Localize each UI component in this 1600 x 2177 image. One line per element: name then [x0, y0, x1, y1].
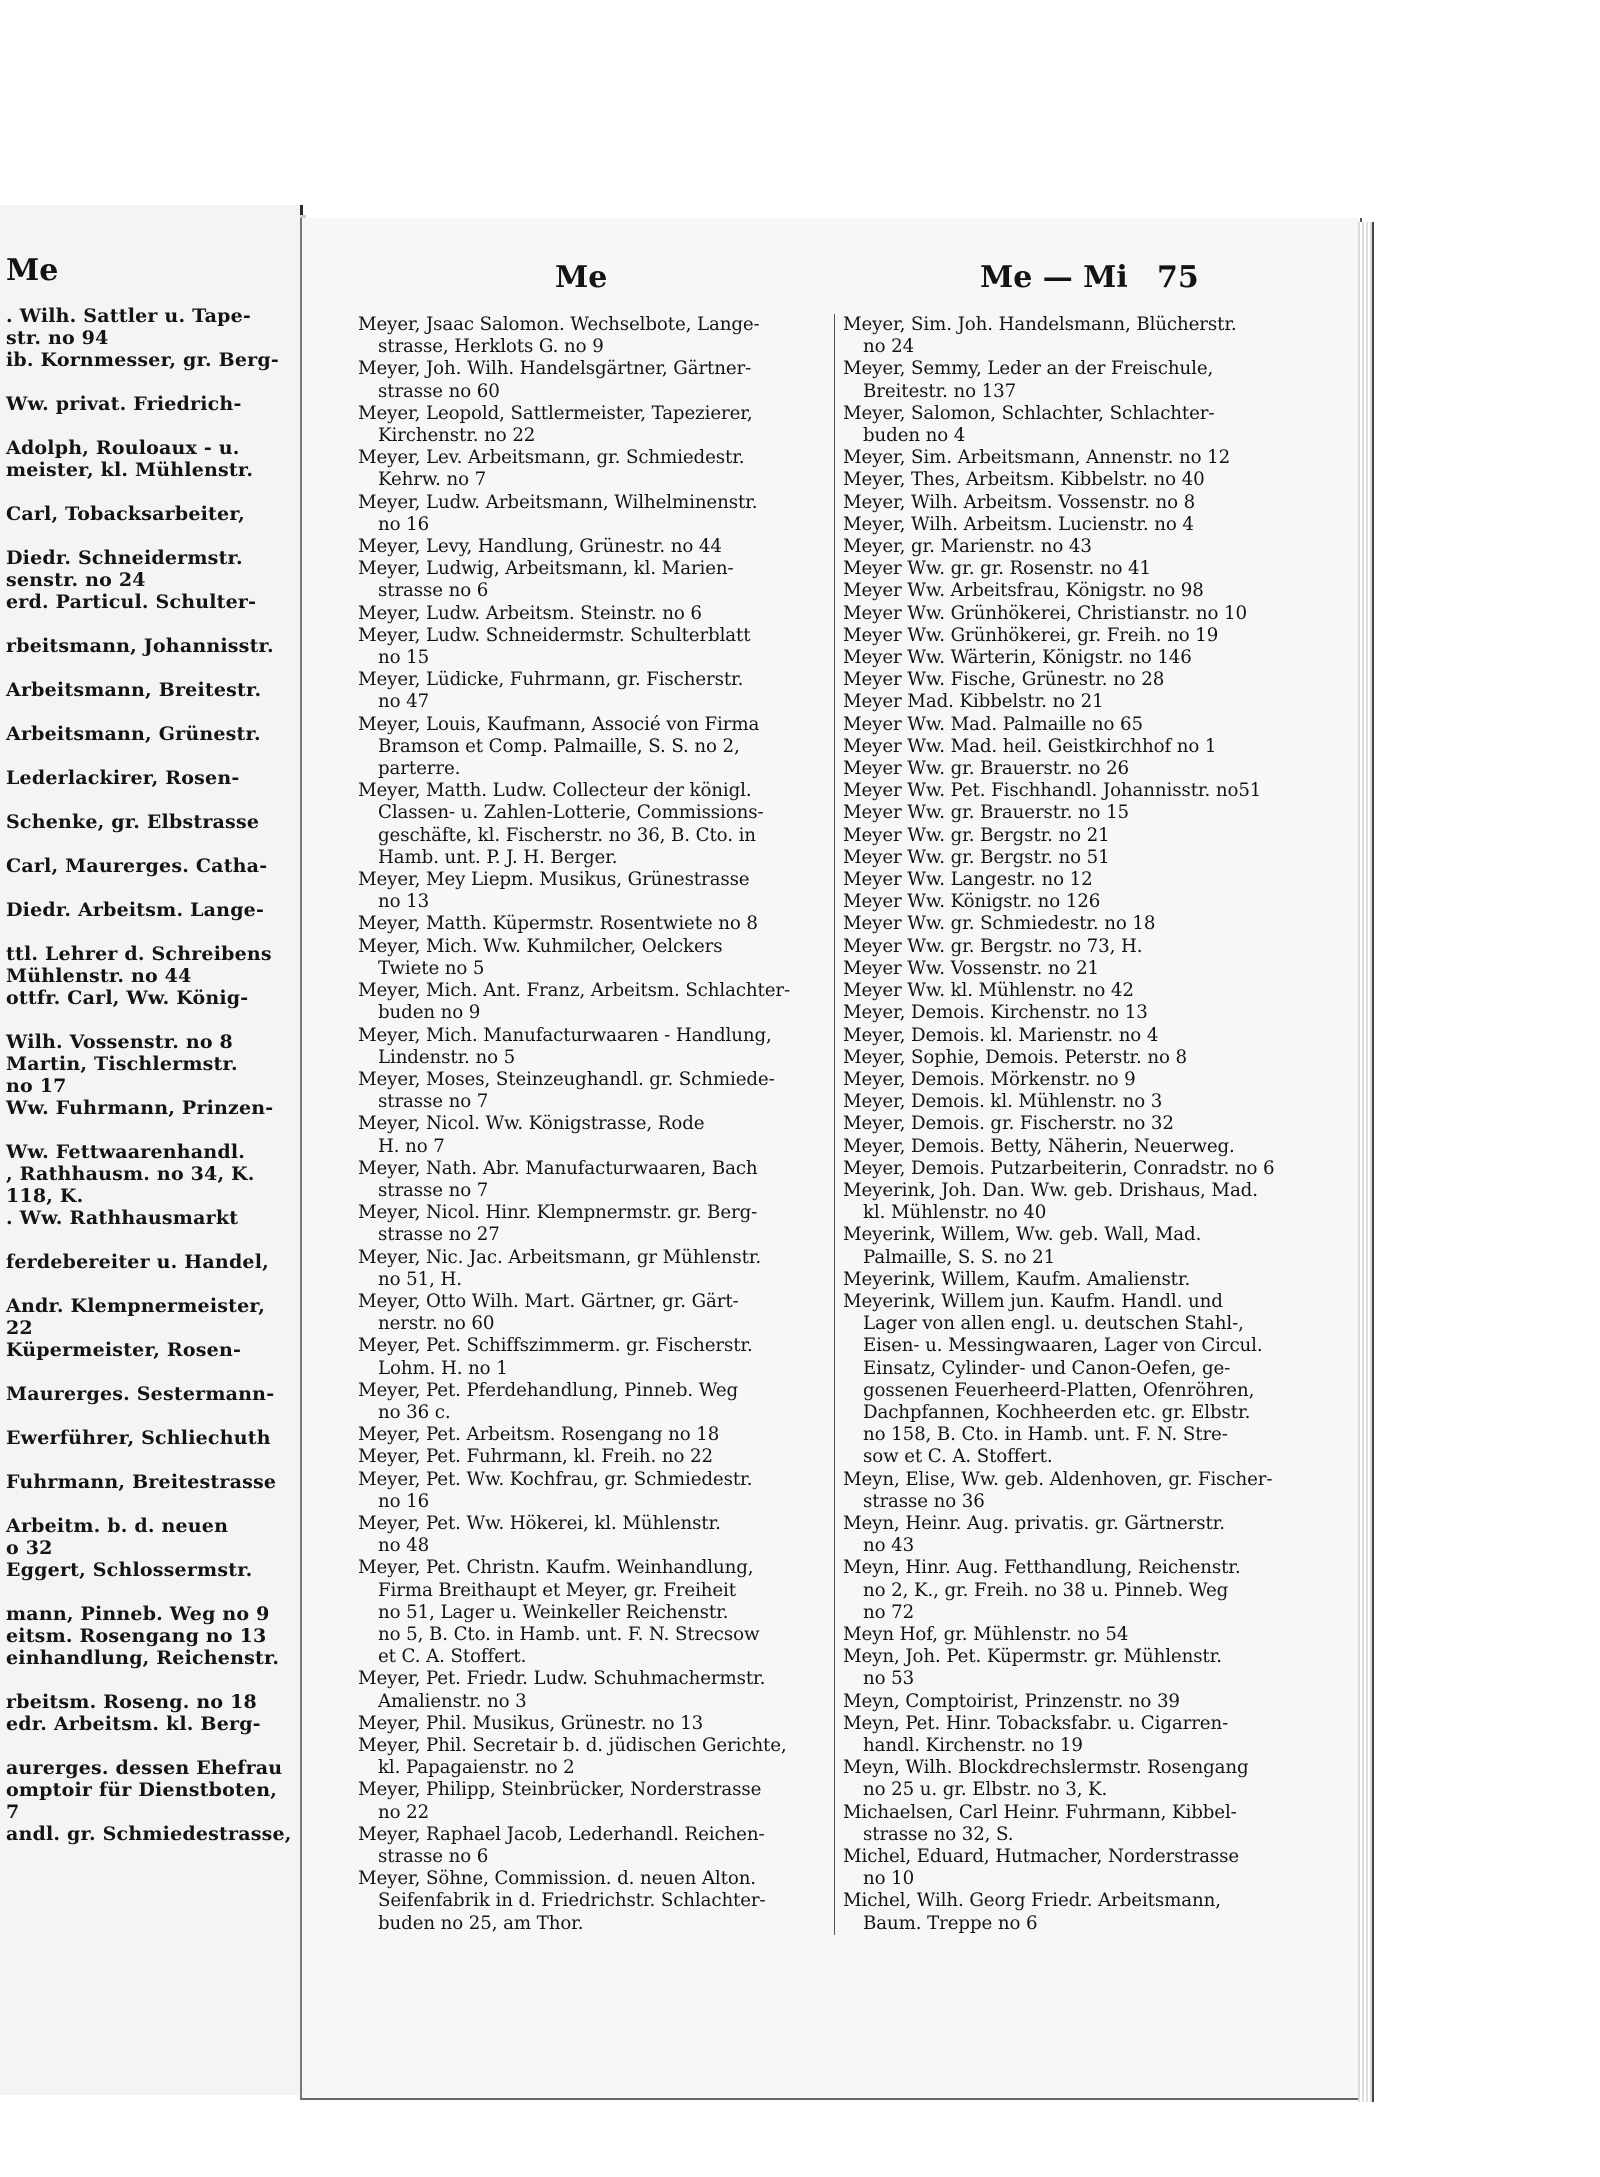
directory-entry: Meyn, Wilh. Blockdrechslermstr. Rosengang — [843, 1757, 1249, 1779]
directory-entry: Meyn, Pet. Hinr. Tobacksfabr. u. Cigarren- — [843, 1712, 1229, 1734]
entry-continuation: strasse, Herklots G. no 9 — [378, 336, 604, 358]
directory-entry: Meyer Ww. Mad. heil. Geistkirchhof no 1 — [843, 735, 1217, 757]
left-page-line — [6, 525, 296, 547]
left-page-line: . Ww. Rathhausmarkt — [6, 1207, 239, 1229]
directory-entry: Meyer, Phil. Secretair b. d. jüdischen Gerichte, — [358, 1735, 787, 1756]
directory-entry: Meyerink, Willem, Ww. geb. Wall, Mad. — [843, 1224, 1202, 1246]
directory-entry: Meyer, Jsaac Salomon. Wechselbote, Lange- — [358, 314, 760, 335]
entry-continuation: Classen- u. Zahlen-Lotterie, Commissions- — [378, 802, 764, 824]
left-page-line: Arbeitsmann, Grünestr. — [6, 723, 261, 745]
directory-entry: Meyer, Demois. Putzarbeiterin, Conradstr. no 6 — [843, 1157, 1275, 1179]
directory-entry: Meyer Ww. gr. Brauerstr. no 26 — [843, 758, 1130, 780]
directory-column-left — [358, 314, 810, 1935]
directory-entry: Meyer Ww. Grünhökerei, Christianstr. no 10 — [843, 602, 1247, 624]
left-page — [0, 205, 303, 2095]
directory-entry: Meyer Ww. Langestr. no 12 — [843, 869, 1093, 891]
entry-continuation: Twiete no 5 — [378, 957, 485, 979]
left-page-line: ottfr. Carl, Ww. König- — [6, 987, 249, 1009]
entry-continuation: Bramson et Comp. Palmaille, S. S. no 2, — [378, 735, 740, 757]
left-page-line — [6, 1273, 296, 1295]
left-page-line: Maurerges. Sestermann- — [6, 1383, 275, 1405]
left-page-line: no 17 — [6, 1075, 67, 1097]
entry-continuation: Breitestr. no 137 — [863, 380, 1017, 402]
entry-continuation: Firma Breithaupt et Meyer, gr. Freiheit — [378, 1579, 736, 1601]
entry-continuation: Palmaille, S. S. no 21 — [863, 1246, 1056, 1268]
entry-continuation: Eisen- u. Messingwaaren, Lager von Circul. — [863, 1335, 1263, 1357]
left-page-line: senstr. no 24 — [6, 569, 146, 591]
directory-column-right — [834, 314, 1313, 1935]
entry-continuation: buden no 9 — [378, 1002, 481, 1024]
directory-entry: Meyer, Nath. Abr. Manufacturwaaren, Bach — [358, 1157, 758, 1179]
entry-continuation: strasse no 32, S. — [863, 1823, 1014, 1845]
entry-continuation: Lindenstr. no 5 — [378, 1046, 516, 1068]
directory-entry: Meyer, Leopold, Sattlermeister, Tapezierer, — [358, 402, 753, 424]
left-page-line: Arbeitsmann, Breitestr. — [6, 679, 262, 701]
directory-entry: Meyer, Pet. Ww. Hökerei, kl. Mühlenstr. — [358, 1512, 721, 1534]
directory-entry: Meyer, Ludwig, Arbeitsmann, kl. Marien- — [358, 558, 734, 580]
directory-entry: Meyer, Mich. Manufacturwaaren - Handlung, — [358, 1024, 772, 1046]
left-page-line — [6, 745, 296, 767]
entry-continuation: no 15 — [378, 647, 430, 669]
directory-entry: Meyer, Matth. Küpermstr. Rosentwiete no 8 — [358, 913, 758, 935]
entry-continuation: no 5, B. Cto. in Hamb. unt. F. N. Strecsow — [378, 1623, 760, 1645]
left-page-line: Ww. privat. Friedrich- — [6, 393, 242, 415]
entry-continuation: no 25 u. gr. Elbstr. no 3, K. — [863, 1779, 1108, 1801]
left-page-line — [6, 877, 296, 899]
directory-entry: Meyer Ww. gr. Bergstr. no 73, H. — [843, 935, 1143, 957]
directory-entry: Meyer, Pet. Schiffszimmerm. gr. Fischerstr. — [358, 1335, 753, 1357]
left-page-line: Diedr. Schneidermstr. — [6, 547, 243, 569]
left-page-line — [6, 657, 296, 679]
left-page-line — [6, 1361, 296, 1383]
left-page-line — [6, 613, 296, 635]
directory-entry: Meyer, Sophie, Demois. Peterstr. no 8 — [843, 1046, 1188, 1068]
left-page-line — [6, 415, 296, 437]
directory-entry: Meyer, Mey Liepm. Musikus, Grünestrasse — [358, 869, 750, 891]
left-page-line: Wilh. Vossenstr. no 8 — [6, 1031, 233, 1053]
left-page-line: , Rathhausm. no 34, K. — [6, 1163, 255, 1185]
directory-entry: Meyer, Lev. Arbeitsmann, gr. Schmiedestr. — [358, 447, 745, 469]
left-page-line: o 32 — [6, 1537, 53, 1559]
entry-continuation: no 158, B. Cto. in Hamb. unt. F. N. Stre- — [863, 1424, 1228, 1446]
entry-continuation: kl. Papagaienstr. no 2 — [378, 1757, 575, 1779]
left-page-line: . Wilh. Sattler u. Tape- — [6, 305, 251, 327]
directory-entry: Meyer Ww. Mad. Palmaille no 65 — [843, 713, 1143, 735]
left-page-line: Ww. Fettwaarenhandl. — [6, 1141, 246, 1163]
directory-entry: Meyer, Phil. Musikus, Grünestr. no 13 — [358, 1712, 704, 1734]
directory-entry: Meyer, Pet. Arbeitsm. Rosengang no 18 — [358, 1424, 720, 1446]
left-page-line: ttl. Lehrer d. Schreibens — [6, 943, 272, 965]
left-page-line: mann, Pinneb. Weg no 9 — [6, 1603, 270, 1625]
entry-continuation: no 72 — [863, 1601, 915, 1623]
directory-entry: Meyer, Wilh. Arbeitsm. Vossenstr. no 8 — [843, 491, 1196, 513]
left-page-line: Lederlackirer, Rosen- — [6, 767, 240, 789]
entry-continuation: strasse no 60 — [378, 380, 500, 402]
entry-continuation: no 16 — [378, 1490, 430, 1512]
entry-continuation: Dachpfannen, Kochheerden etc. gr. Elbstr. — [863, 1401, 1251, 1423]
entry-continuation: no 43 — [863, 1535, 915, 1557]
entry-continuation: no 24 — [863, 336, 915, 358]
left-page-line: Küpermeister, Rosen- — [6, 1339, 242, 1361]
running-head-left: Me — [555, 260, 608, 295]
entry-continuation: Baum. Treppe no 6 — [863, 1912, 1038, 1934]
left-page-line: einhandlung, Reichenstr. — [6, 1647, 280, 1669]
entry-continuation: Einsatz, Cylinder- und Canon-Oefen, ge- — [863, 1357, 1231, 1379]
entry-continuation: no 2, K., gr. Freih. no 38 u. Pinneb. Weg — [863, 1579, 1229, 1601]
running-head-center: Me — Mi — [980, 260, 1128, 295]
right-page — [300, 218, 1362, 2100]
left-page-header: Me — [6, 253, 59, 288]
directory-entry: Meyer, Louis, Kaufmann, Associé von Firma — [358, 713, 760, 735]
entry-continuation: no 51, H. — [378, 1268, 462, 1290]
directory-entry: Meyer, gr. Marienstr. no 43 — [843, 536, 1092, 558]
directory-entry: Meyer Ww. gr. Schmiedestr. no 18 — [843, 913, 1156, 935]
left-page-line: 7 — [6, 1801, 20, 1823]
entry-continuation: no 36 c. — [378, 1401, 451, 1423]
entry-continuation: Amalienstr. no 3 — [378, 1690, 527, 1712]
left-page-line: eitsm. Rosengang no 13 — [6, 1625, 267, 1647]
entry-continuation: Seifenfabrik in d. Friedrichstr. Schlachter- — [378, 1890, 766, 1912]
left-page-line — [6, 1119, 296, 1141]
entry-continuation: nerstr. no 60 — [378, 1313, 495, 1335]
directory-entry: Meyer Ww. Königstr. no 126 — [843, 891, 1101, 913]
directory-entry: Meyer Ww. kl. Mühlenstr. no 42 — [843, 980, 1134, 1002]
directory-entry: Meyer Ww. gr. Bergstr. no 21 — [843, 824, 1110, 846]
entry-continuation: strasse no 7 — [378, 1091, 489, 1113]
entry-continuation: strasse no 6 — [378, 580, 489, 602]
directory-entry: Meyer, Nicol. Hinr. Klempnermstr. gr. Berg- — [358, 1202, 758, 1224]
left-page-line — [6, 1493, 296, 1515]
left-page-line: andl. gr. Schmiedestrasse, — [6, 1823, 292, 1845]
directory-entry: Meyer, Demois. Kirchenstr. no 13 — [843, 1002, 1148, 1024]
directory-entry: Meyn, Elise, Ww. geb. Aldenhoven, gr. Fischer- — [843, 1468, 1273, 1490]
directory-entry: Meyer, Levy, Handlung, Grünestr. no 44 — [358, 536, 722, 558]
entry-continuation: kl. Mühlenstr. no 40 — [863, 1202, 1047, 1224]
directory-entry: Meyer, Wilh. Arbeitsm. Lucienstr. no 4 — [843, 513, 1194, 535]
left-page-line — [6, 1669, 296, 1691]
left-page-line: aurerges. dessen Ehefrau — [6, 1757, 283, 1779]
directory-entry: Meyer, Sim. Joh. Handelsmann, Blücherstr. — [843, 314, 1237, 335]
directory-entry: Meyer, Ludw. Arbeitsm. Steinstr. no 6 — [358, 602, 702, 624]
directory-entry: Meyer, Pet. Ww. Kochfrau, gr. Schmiedestr. — [358, 1468, 753, 1490]
directory-entry: Meyer Ww. Fische, Grünestr. no 28 — [843, 669, 1165, 691]
left-page-line: Eggert, Schlossermstr. — [6, 1559, 253, 1581]
directory-entry: Meyn, Heinr. Aug. privatis. gr. Gärtnerstr. — [843, 1512, 1225, 1534]
directory-entry: Meyerink, Willem jun. Kaufm. Handl. und — [843, 1290, 1223, 1312]
directory-entry: Meyer Ww. Pet. Fischhandl. Johannisstr. no51 — [843, 780, 1262, 802]
directory-entry: Meyer, Demois. Mörkenstr. no 9 — [843, 1068, 1136, 1090]
left-page-line: erd. Particul. Schulter- — [6, 591, 257, 613]
entry-continuation: no 22 — [378, 1801, 430, 1823]
directory-entry: Meyer, Pet. Fuhrmann, kl. Freih. no 22 — [358, 1446, 713, 1468]
left-page-line — [6, 371, 296, 393]
entry-continuation: buden no 4 — [863, 425, 966, 447]
directory-entry: Michel, Eduard, Hutmacher, Norderstrasse — [843, 1846, 1240, 1868]
entry-continuation: geschäfte, kl. Fischerstr. no 36, B. Cto. in — [378, 824, 756, 846]
directory-entry: Meyer, Söhne, Commission. d. neuen Alton. — [358, 1868, 756, 1890]
directory-entry: Michel, Wilh. Georg Friedr. Arbeitsmann, — [843, 1890, 1221, 1912]
entry-continuation: strasse no 6 — [378, 1846, 489, 1868]
page-edge — [1358, 222, 1374, 2102]
entry-continuation: sow et C. A. Stoffert. — [863, 1446, 1053, 1468]
directory-entry: Meyer, Joh. Wilh. Handelsgärtner, Gärtner- — [358, 358, 752, 380]
directory-entry: Meyer, Pet. Christn. Kaufm. Weinhandlung, — [358, 1557, 754, 1579]
entry-continuation: Kehrw. no 7 — [378, 469, 487, 491]
directory-entry: Meyer, Raphael Jacob, Lederhandl. Reichen- — [358, 1823, 765, 1845]
left-page-line: Carl, Tobacksarbeiter, — [6, 503, 245, 525]
directory-entry: Meyer Ww. Arbeitsfrau, Königstr. no 98 — [843, 580, 1204, 602]
left-page-line: str. no 94 — [6, 327, 109, 349]
entry-continuation: no 48 — [378, 1535, 430, 1557]
directory-entry: Meyer, Sim. Arbeitsmann, Annenstr. no 12 — [843, 447, 1231, 469]
directory-entry: Meyer Ww. gr. Bergstr. no 51 — [843, 846, 1110, 868]
directory-entry: Meyn, Joh. Pet. Küpermstr. gr. Mühlenstr. — [843, 1646, 1222, 1668]
directory-entry: Meyn Hof, gr. Mühlenstr. no 54 — [843, 1623, 1129, 1645]
left-page-line: Ww. Fuhrmann, Prinzen- — [6, 1097, 274, 1119]
left-page-line — [6, 701, 296, 723]
left-page-line — [6, 789, 296, 811]
left-page-line — [6, 1405, 296, 1427]
directory-entry: Meyer Mad. Kibbelstr. no 21 — [843, 691, 1104, 713]
directory-entry: Meyer, Ludw. Arbeitsmann, Wilhelminenstr. — [358, 491, 758, 513]
left-page-line — [6, 1735, 296, 1757]
entry-continuation: strasse no 27 — [378, 1224, 500, 1246]
directory-entry: Meyer, Otto Wilh. Mart. Gärtner, gr. Gärt- — [358, 1290, 739, 1312]
entry-continuation: Hamb. unt. P. J. H. Berger. — [378, 846, 618, 868]
directory-entry: Meyerink, Willem, Kaufm. Amalienstr. — [843, 1268, 1191, 1290]
directory-entry: Meyerink, Joh. Dan. Ww. geb. Drishaus, Mad. — [843, 1179, 1258, 1201]
left-page-line: Andr. Klempnermeister, — [6, 1295, 266, 1317]
left-page-line: rbeitsm. Roseng. no 18 — [6, 1691, 257, 1713]
directory-entry: Meyer Ww. gr. gr. Rosenstr. no 41 — [843, 558, 1152, 580]
left-page-line: Mühlenstr. no 44 — [6, 965, 192, 987]
directory-entry: Meyer, Demois. kl. Mühlenstr. no 3 — [843, 1091, 1163, 1113]
left-page-line: meister, kl. Mühlenstr. — [6, 459, 254, 481]
left-page-line — [6, 833, 296, 855]
entry-continuation: no 13 — [378, 891, 430, 913]
left-page-line: Carl, Maurerges. Catha- — [6, 855, 268, 877]
directory-entry: Meyer, Pet. Friedr. Ludw. Schuhmachermstr. — [358, 1668, 766, 1690]
left-page-line: Diedr. Arbeitsm. Lange- — [6, 899, 265, 921]
page-number: 75 — [1157, 260, 1199, 295]
directory-entry: Meyer, Lüdicke, Fuhrmann, gr. Fischerstr. — [358, 669, 744, 691]
directory-entry: Meyer, Demois. Betty, Näherin, Neuerweg. — [843, 1135, 1235, 1157]
directory-entry: Meyer, Matth. Ludw. Collecteur der königl. — [358, 780, 752, 802]
directory-entry: Meyer, Salomon, Schlachter, Schlachter- — [843, 402, 1215, 424]
left-page-line: Schenke, gr. Elbstrasse — [6, 811, 260, 833]
left-page-line — [6, 1581, 296, 1603]
left-page-line: rbeitsmann, Johannisstr. — [6, 635, 274, 657]
left-page-line: Fuhrmann, Breitestrasse — [6, 1471, 277, 1493]
left-page-line — [6, 1449, 296, 1471]
left-page-line: Ewerführer, Schliechuth — [6, 1427, 271, 1449]
directory-entry: Meyer Ww. Grünhökerei, gr. Freih. no 19 — [843, 624, 1219, 646]
directory-entry: Meyer, Mich. Ww. Kuhmilcher, Oelckers — [358, 935, 723, 957]
directory-entry: Meyer, Semmy, Leder an der Freischule, — [843, 358, 1214, 380]
directory-entry: Meyer, Nicol. Ww. Königstrasse, Rode — [358, 1113, 705, 1135]
directory-entry: Meyer, Moses, Steinzeughandl. gr. Schmiede- — [358, 1068, 775, 1090]
directory-entry: Meyer Ww. gr. Brauerstr. no 15 — [843, 802, 1130, 824]
left-page-line: omptoir für Dienstboten, — [6, 1779, 278, 1801]
entry-continuation: parterre. — [378, 758, 461, 780]
entry-continuation: no 47 — [378, 691, 430, 713]
entry-continuation: Lager von allen engl. u. deutschen Stahl-, — [863, 1313, 1244, 1335]
directory-entry: Meyer, Demois. gr. Fischerstr. no 32 — [843, 1113, 1174, 1135]
directory-entry: Meyer, Mich. Ant. Franz, Arbeitsm. Schlachter- — [358, 980, 791, 1002]
left-page-line — [6, 481, 296, 503]
entry-continuation: no 53 — [863, 1668, 915, 1690]
left-page-line: ib. Kornmesser, gr. Berg- — [6, 349, 279, 371]
directory-entry: Meyer, Philipp, Steinbrücker, Norderstrasse — [358, 1779, 762, 1801]
directory-entry: Meyn, Comptoirist, Prinzenstr. no 39 — [843, 1690, 1180, 1712]
directory-entry: Meyer, Nic. Jac. Arbeitsmann, gr Mühlenstr. — [358, 1246, 762, 1268]
directory-entry: Michaelsen, Carl Heinr. Fuhrmann, Kibbel- — [843, 1801, 1237, 1823]
left-page-line: ferdebereiter u. Handel, — [6, 1251, 269, 1273]
directory-entry: Meyer, Pet. Pferdehandlung, Pinneb. Weg — [358, 1379, 739, 1401]
left-page-line — [6, 1229, 296, 1251]
entry-continuation: Lohm. H. no 1 — [378, 1357, 508, 1379]
left-page-line: 118, K. — [6, 1185, 84, 1207]
entry-continuation: et C. A. Stoffert. — [378, 1646, 527, 1668]
entry-continuation: handl. Kirchenstr. no 19 — [863, 1735, 1083, 1756]
left-page-line: Arbeitm. b. d. neuen — [6, 1515, 229, 1537]
entry-continuation: strasse no 7 — [378, 1179, 489, 1201]
left-page-line: edr. Arbeitsm. kl. Berg- — [6, 1713, 261, 1735]
directory-entry: Meyer, Thes, Arbeitsm. Kibbelstr. no 40 — [843, 469, 1205, 491]
left-page-line — [6, 921, 296, 943]
left-page-line: Adolph, Rouloaux - u. — [6, 437, 240, 459]
entry-continuation: no 51, Lager u. Weinkeller Reichenstr. — [378, 1601, 729, 1623]
entry-continuation: no 16 — [378, 513, 430, 535]
left-page-line: 22 — [6, 1317, 33, 1339]
entry-continuation: buden no 25, am Thor. — [378, 1912, 584, 1934]
entry-continuation: Kirchenstr. no 22 — [378, 425, 536, 447]
directory-entry: Meyer, Ludw. Schneidermstr. Schulterblatt — [358, 624, 751, 646]
entry-continuation: strasse no 36 — [863, 1490, 985, 1512]
left-page-line: Martin, Tischlermstr. — [6, 1053, 238, 1075]
entry-continuation: gossenen Feuerheerd-Platten, Ofenröhren, — [863, 1379, 1255, 1401]
directory-entry: Meyn, Hinr. Aug. Fetthandlung, Reichenstr. — [843, 1557, 1241, 1579]
entry-continuation: H. no 7 — [378, 1135, 445, 1157]
directory-entry: Meyer Ww. Wärterin, Königstr. no 146 — [843, 647, 1192, 669]
entry-continuation: no 10 — [863, 1868, 915, 1890]
directory-entry: Meyer, Demois. kl. Marienstr. no 4 — [843, 1024, 1159, 1046]
left-page-text — [6, 305, 296, 1845]
left-page-line — [6, 1009, 296, 1031]
directory-entry: Meyer Ww. Vossenstr. no 21 — [843, 957, 1100, 979]
